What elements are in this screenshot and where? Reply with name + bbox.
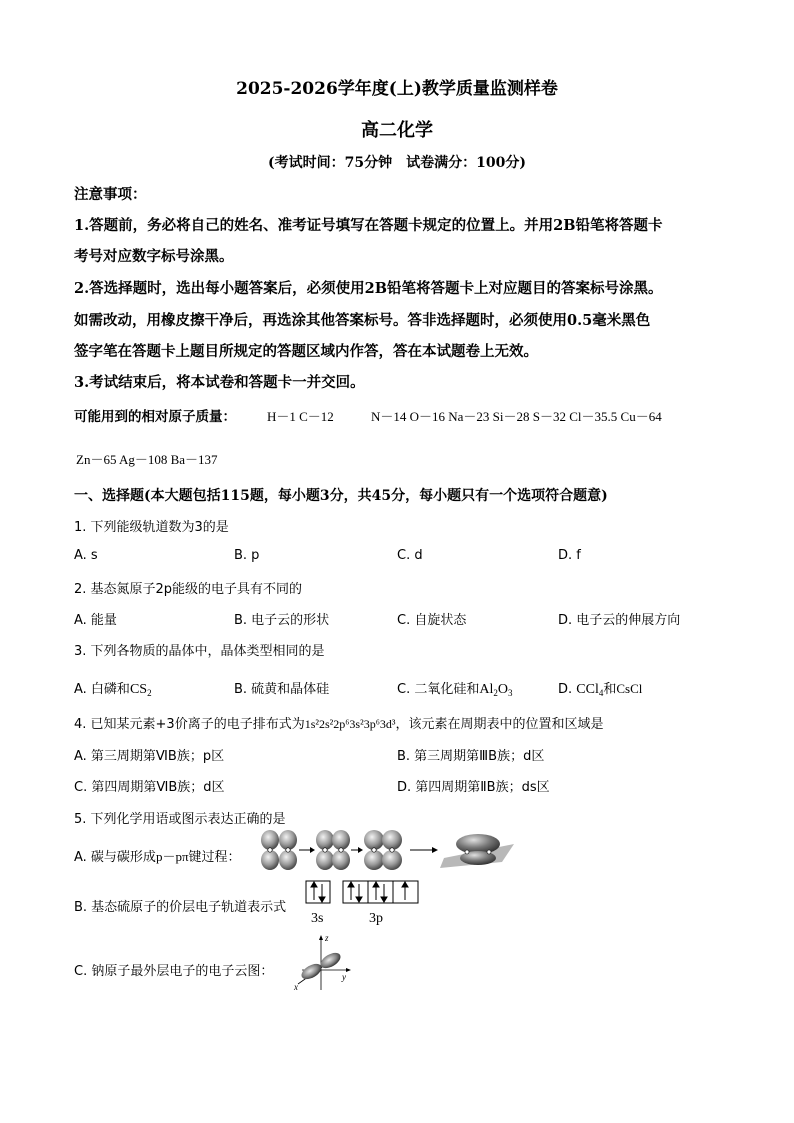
p-orbital-pair-1 <box>261 830 297 870</box>
question-4-option-c[interactable]: C. 第四周期第ⅥB族；d区 <box>74 780 225 795</box>
axis-x-label: x <box>294 982 298 992</box>
question-3-option-d-and: 和 <box>603 682 617 697</box>
question-5-option-b[interactable]: B. 基态硫原子的价层电子轨道表示式 <box>74 900 287 915</box>
question-4-stem-suffix: ，该元素在周期表中的位置和区域是 <box>395 717 604 732</box>
question-2-option-a[interactable]: A. 能量 <box>74 613 117 628</box>
formula-ccl4 <box>576 682 603 697</box>
question-5-option-a[interactable] <box>74 846 241 865</box>
formula-cscl: CsCl <box>616 681 643 696</box>
notice-line-2c: 签字笔在答题卡上题目所规定的答题区域内作答，答在本试题卷上无效。 <box>74 343 538 360</box>
question-5-stem: 5. 下列化学用语或图示表达正确的是 <box>74 812 286 827</box>
question-4-stem <box>74 713 604 732</box>
formula-al: Al <box>479 682 494 697</box>
question-3-stem: 3. 下列各物质的晶体中，晶体类型相同的是 <box>74 644 325 659</box>
question-5-option-a-prefix: A. 碳与碳形成 <box>74 850 156 865</box>
question-4-option-a[interactable]: A. 第三周期第ⅥB族；p区 <box>74 749 225 764</box>
question-3-option-c-text: C. 二氧化硅和 <box>397 682 480 697</box>
question-3-option-d-label: D. <box>558 682 577 697</box>
electron-configuration: 1s²2s²2p⁶3s²3p⁶3d³ <box>304 717 396 731</box>
axis-z-label: z <box>325 933 329 943</box>
question-4-option-b[interactable]: B. 第三周期第ⅢB族；d区 <box>397 749 545 764</box>
formula-ccl: CCl <box>576 682 599 697</box>
section-heading: 一、选择题(本大题包括115题，每小题3分，共45分，每小题只有一个选项符合题意) <box>74 488 608 504</box>
question-3-option-a-text: A. 白磷和 <box>74 682 130 697</box>
formula-sub: 4 <box>598 688 604 698</box>
question-1-option-d[interactable]: D. f <box>558 548 581 563</box>
question-3-option-c[interactable] <box>397 678 512 698</box>
atomic-mass-row1b: N－14 O－16 Na－23 Si－28 S－32 Cl－35.5 Cu－64 <box>371 409 662 424</box>
formula-cs2 <box>130 682 152 697</box>
notice-line-1b: 考号对应数字标号涂黑。 <box>74 248 234 265</box>
question-2-option-b[interactable]: B. 电子云的形状 <box>234 613 330 628</box>
question-2-option-d[interactable]: D. 电子云的伸展方向 <box>558 613 681 628</box>
question-2-option-c[interactable]: C. 自旋状态 <box>397 613 467 628</box>
notice-line-2: 2.答选择题时，选出每小题答案后，必须使用2B铅笔将答题卡上对应题目的答案标号涂黑。 <box>74 280 663 297</box>
question-3-option-d[interactable] <box>558 678 642 698</box>
formula-sub: 3 <box>507 688 513 698</box>
p-orbital-pair-2 <box>316 830 350 870</box>
notice-line-3: 3.考试结束后，将本试卷和答题卡一并交回。 <box>74 374 365 391</box>
pi-bond-result <box>440 834 514 868</box>
question-5-option-c[interactable]: C. 钠原子最外层电子的电子云图： <box>74 964 274 979</box>
question-4-option-d[interactable]: D. 第四周期第ⅡB族；ds区 <box>397 780 550 795</box>
notice-line-1: 1.答题前，务必将自己的姓名、准考证号填写在答题卡规定的位置上。并用2B铅笔将答题卡 <box>74 217 663 234</box>
formula-sub: 2 <box>147 688 152 698</box>
subject-title: 高二化学 <box>361 120 433 141</box>
question-1-option-c[interactable]: C. d <box>397 548 423 563</box>
formula-o: O <box>497 682 508 697</box>
exam-info: (考试时间：75分钟 试卷满分：100分) <box>268 155 526 171</box>
question-1-option-a[interactable]: A. s <box>74 548 98 563</box>
label-3p: 3p <box>369 911 383 926</box>
formula-al2o3 <box>479 682 512 697</box>
question-2-stem: 2. 基态氮原子2p能级的电子具有不同的 <box>74 582 303 597</box>
atomic-mass-row1a: H－1 C－12 <box>267 409 334 424</box>
atomic-mass-label: 可能用到的相对原子质量： <box>74 409 236 425</box>
notice-line-2b: 如需改动，用橡皮擦干净后，再选涂其他答案标号。答非选择题时，必须使用0.5毫米黑色 <box>74 312 651 329</box>
question-3-option-b[interactable]: B. 硫黄和晶体硅 <box>234 682 330 697</box>
question-1-option-b[interactable]: B. p <box>234 548 260 563</box>
question-1-stem: 1. 下列能级轨道数为3的是 <box>74 520 229 535</box>
label-3s: 3s <box>311 911 324 926</box>
atomic-mass-row2: Zn－65 Ag－108 Ba－137 <box>76 452 218 467</box>
exam-title: 2025-2026学年度(上)教学质量监测样卷 <box>236 79 558 99</box>
question-3-option-a[interactable] <box>74 678 152 698</box>
notice-heading: 注意事项： <box>74 186 147 203</box>
question-5-option-a-suffix: 键过程： <box>188 850 241 865</box>
axis-y-label: y <box>342 972 346 982</box>
formula-sub: 2 <box>493 688 498 698</box>
formula-cs: CS <box>129 682 148 697</box>
sodium-electron-cloud-diagram <box>288 932 354 994</box>
pi-bond-formation-diagram <box>258 828 514 872</box>
sulfur-orbital-diagram <box>305 880 421 928</box>
question-4-stem-prefix: 4. 已知某元素+3价离子的电子排布式为 <box>74 717 305 732</box>
pi-bond-label: p－pπ <box>155 849 189 864</box>
p-orbital-pair-3 <box>364 830 402 870</box>
